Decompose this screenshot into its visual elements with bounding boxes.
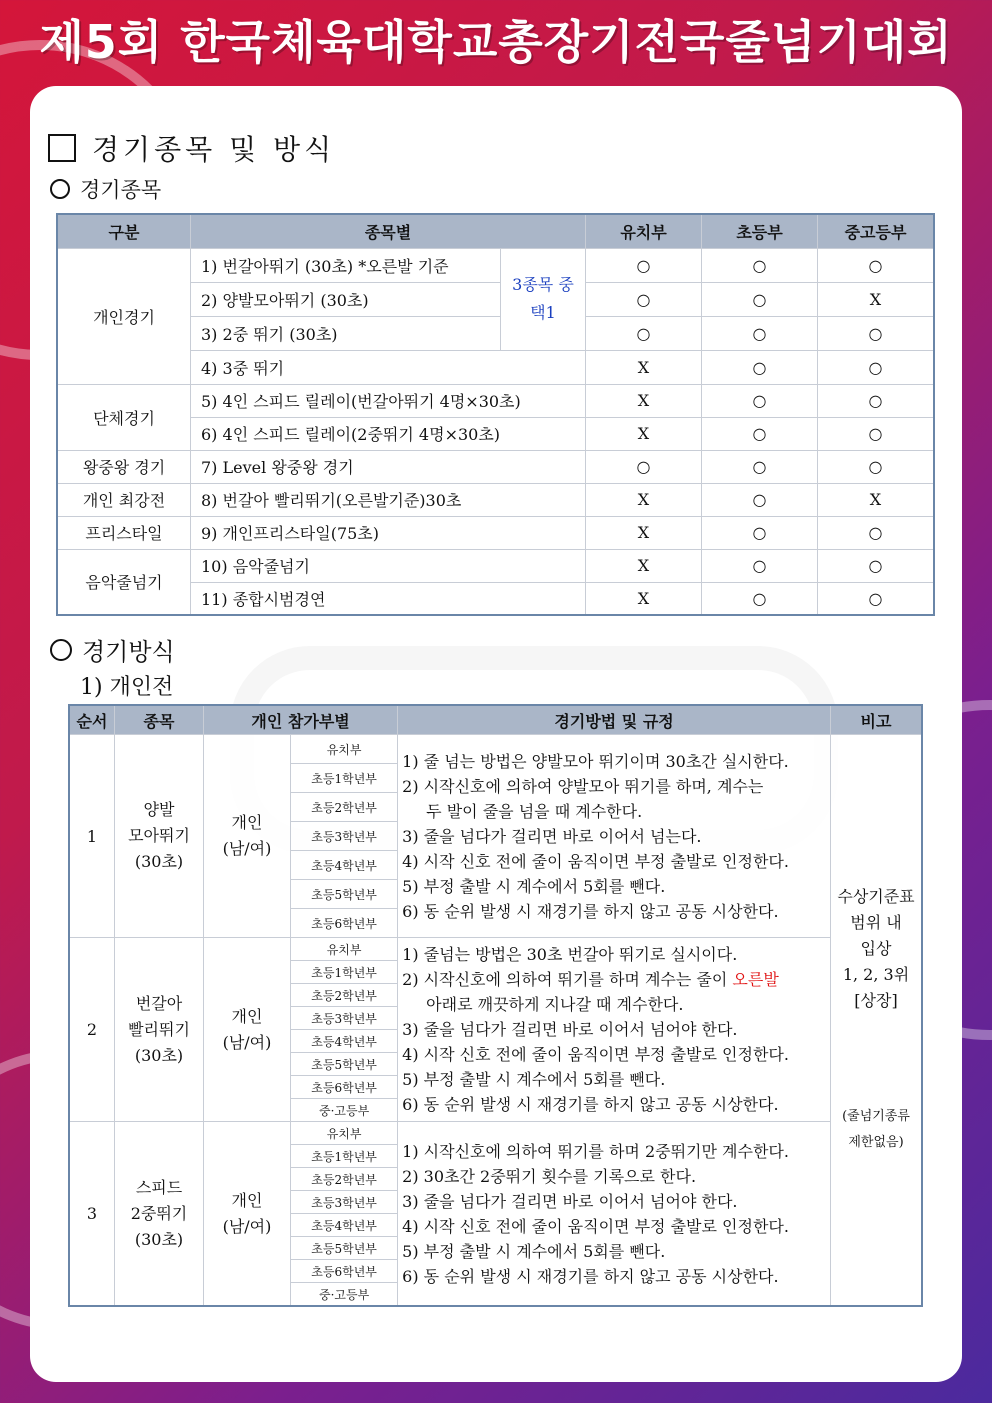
division-cell: 초등4학년부 (291, 851, 398, 880)
circle-bullet-icon (50, 179, 70, 199)
table-header: 종목별 (191, 214, 586, 248)
division-cell: 유치부 (291, 938, 398, 961)
event-name: 번갈아 빨리뛰기 (30초) (115, 938, 204, 1122)
event-name: 7) Level 왕중왕 경기 (191, 450, 586, 483)
table-row (57, 516, 934, 549)
mark-cell: X (586, 549, 702, 582)
event-name: 2) 양발모아뛰기 (30초) (191, 282, 501, 316)
table-header: 유치부 (586, 214, 702, 248)
subsection-method (50, 632, 175, 667)
mark-cell: ○ (702, 248, 818, 282)
table-row (57, 384, 934, 417)
event-name: 11) 종합시범경연 (191, 582, 586, 615)
mark-cell: ○ (818, 582, 935, 615)
group-cell: 개인경기 (57, 248, 191, 384)
table-header: 중고등부 (818, 214, 935, 248)
mark-cell: ○ (818, 384, 935, 417)
mark-cell: ○ (818, 350, 935, 384)
mark-cell: X (586, 516, 702, 549)
table-header: 구분 (57, 214, 191, 248)
rules-cell: 1) 줄넘는 방법은 30초 번갈아 뛰기로 실시이다. 2) 시작신호에 의하여 뛰기를 하며 계수는 줄이 오른발 아래로 깨끗하게 지나갈 때 계수한다. 3) 줄을 넘다가 걸리면 바로 이어서 넘어야 한다. 4) 시작 신호 전에 줄이 움직이면 부정 출발로 인정한다. 5) 부정 출발 시 계수에서 5회를 뺀다. 6) 동 순위 발생 시 재경기를 하지 않고 공동 시상한다. (398, 938, 831, 1122)
division-cell: 유치부 (291, 735, 398, 764)
mark-cell: ○ (702, 549, 818, 582)
content-card (30, 86, 962, 1382)
page-title: 제5회 한국체육대학교총장기전국줄넘기대회 (39, 15, 953, 69)
mark-cell: ○ (586, 450, 702, 483)
method-table (68, 704, 923, 1307)
group-cell: 왕중왕 경기 (57, 450, 191, 483)
category-cell: 개인 (남/여) (204, 735, 291, 938)
category-cell: 개인 (남/여) (204, 938, 291, 1122)
mark-cell: ○ (702, 582, 818, 615)
division-cell: 유치부 (291, 1122, 398, 1145)
division-cell: 초등6학년부 (291, 1260, 398, 1283)
mark-cell: ○ (702, 350, 818, 384)
event-no: 2 (69, 938, 115, 1122)
rules-cell: 1) 시작신호에 의하여 뛰기를 하며 2중뛰기만 계수한다. 2) 30초간 2중뛰기 횟수를 기록으로 한다. 3) 줄을 넘다가 걸리면 바로 이어서 넘어야 한다. 4) 시작 신호 전에 줄이 움직이면 부정 출발로 인정한다. 5) 부정 출발 시 계수에서 5회를 뺀다. 6) 동 순위 발생 시 재경기를 하지 않고 공동 시상한다. (398, 1122, 831, 1307)
division-cell: 초등5학년부 (291, 880, 398, 909)
category-cell: 개인 (남/여) (204, 1122, 291, 1307)
mark-cell: X (586, 384, 702, 417)
event-name: 8) 번갈아 빨리뛰기(오른발기준)30초 (191, 483, 586, 516)
division-cell: 초등5학년부 (291, 1237, 398, 1260)
subsection-events-text: 경기종목 (80, 178, 162, 202)
section-title (48, 128, 335, 168)
event-name: 스피드 2중뛰기 (30초) (115, 1122, 204, 1307)
subsection-individual: 1) 개인전 (80, 675, 174, 700)
mark-cell: ○ (702, 282, 818, 316)
group-cell: 개인 최강전 (57, 483, 191, 516)
mark-cell: X (586, 350, 702, 384)
division-cell: 중·고등부 (291, 1099, 398, 1122)
mark-cell: ○ (702, 450, 818, 483)
division-cell: 초등2학년부 (291, 1168, 398, 1191)
mark-cell: ○ (818, 549, 935, 582)
division-cell: 초등6학년부 (291, 1076, 398, 1099)
checkbox-icon (48, 134, 76, 162)
event-name: 4) 3중 뛰기 (191, 350, 586, 384)
event-name: 양발 모아뛰기 (30초) (115, 735, 204, 938)
mark-cell: X (586, 417, 702, 450)
subsection-events (50, 174, 161, 204)
division-cell: 초등2학년부 (291, 793, 398, 822)
mark-cell: ○ (702, 516, 818, 549)
division-cell: 초등1학년부 (291, 764, 398, 793)
event-name: 3) 2중 뛰기 (30초) (191, 316, 501, 350)
mark-cell: ○ (702, 384, 818, 417)
event-no: 1 (69, 735, 115, 938)
table-row (57, 248, 934, 282)
circle-bullet-icon (50, 639, 72, 661)
division-cell: 초등1학년부 (291, 1145, 398, 1168)
event-name: 1) 번갈아뛰기 (30초) *오른발 기준 (191, 248, 501, 282)
division-cell: 초등3학년부 (291, 822, 398, 851)
mark-cell: ○ (818, 316, 935, 350)
table-row (57, 483, 934, 516)
table-row (57, 549, 934, 582)
mark-cell: ○ (586, 248, 702, 282)
division-cell: 초등5학년부 (291, 1053, 398, 1076)
section-title-text: 경기종목 및 방식 (92, 133, 336, 166)
table-row (69, 938, 922, 961)
division-cell: 초등4학년부 (291, 1030, 398, 1053)
event-name: 10) 음악줄넘기 (191, 549, 586, 582)
mark-cell: ○ (818, 450, 935, 483)
rules-cell: 1) 줄 넘는 방법은 양발모아 뛰기이며 30초간 실시한다. 2) 시작신호에 의하여 양발모아 뛰기를 하며, 계수는 두 발이 줄을 넘을 때 계수한다. 3) 줄을 넘다가 걸리면 바로 이어서 넘는다. 4) 시작 신호 전에 줄이 움직이면 부정 출발로 인정한다. 5) 부정 출발 시 계수에서 5회를 뺀다. 6) 동 순위 발생 시 재경기를 하지 않고 공동 시상한다. (398, 735, 831, 938)
division-cell: 초등2학년부 (291, 984, 398, 1007)
event-name: 6) 4인 스피드 릴레이(2중뛰기 4명×30초) (191, 417, 586, 450)
mark-cell: ○ (586, 282, 702, 316)
subsection-method-text: 경기방식 (82, 638, 175, 666)
highlight-text: 오른발 (732, 970, 779, 989)
group-cell: 프리스타일 (57, 516, 191, 549)
table-row (69, 735, 922, 764)
mark-cell: ○ (818, 516, 935, 549)
division-cell: 중·고등부 (291, 1283, 398, 1307)
division-cell: 초등3학년부 (291, 1191, 398, 1214)
mark-cell: ○ (586, 316, 702, 350)
division-cell: 초등6학년부 (291, 909, 398, 938)
group-cell: 단체경기 (57, 384, 191, 450)
table-row (69, 1122, 922, 1145)
mark-cell: X (818, 483, 935, 516)
mark-cell: X (586, 483, 702, 516)
event-name: 9) 개인프리스타일(75초) (191, 516, 586, 549)
group-cell: 음악줄넘기 (57, 549, 191, 615)
table-header: 경기방법 및 규정 (398, 705, 831, 735)
mark-cell: ○ (818, 248, 935, 282)
table-row (57, 450, 934, 483)
mark-cell: X (818, 282, 935, 316)
mark-cell: X (586, 582, 702, 615)
table-header: 종목 (115, 705, 204, 735)
division-cell: 초등3학년부 (291, 1007, 398, 1030)
event-name: 5) 4인 스피드 릴레이(번갈아뛰기 4명×30초) (191, 384, 586, 417)
selection-note: 3종목 중 택1 (501, 248, 586, 350)
division-cell: 초등1학년부 (291, 961, 398, 984)
mark-cell: ○ (818, 417, 935, 450)
table-header: 비고 (831, 705, 923, 735)
division-cell: 초등4학년부 (291, 1214, 398, 1237)
mark-cell: ○ (702, 316, 818, 350)
mark-cell: ○ (702, 417, 818, 450)
events-table (56, 213, 935, 616)
table-header: 순서 (69, 705, 115, 735)
table-header: 초등부 (702, 214, 818, 248)
mark-cell: ○ (702, 483, 818, 516)
remark-cell: 수상기준표 범위 내 입상 1, 2, 3위 [상장] (줄넘기종류 제한없음) (831, 735, 923, 1307)
event-no: 3 (69, 1122, 115, 1307)
table-header: 개인 참가부별 (204, 705, 398, 735)
